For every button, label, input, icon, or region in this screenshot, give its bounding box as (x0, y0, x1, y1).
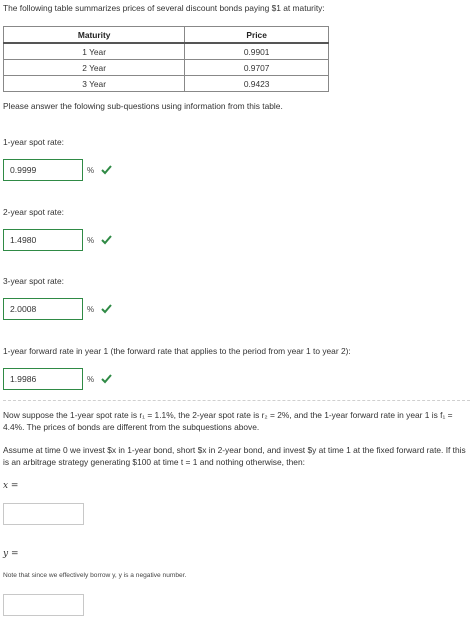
answer-input-1y-spot[interactable]: 0.9999 (3, 159, 83, 181)
question-label-forward-rate: 1-year forward rate in year 1 (the forward rate that applies to the period from year 1 to year 2): (3, 346, 351, 356)
check-icon (101, 165, 112, 175)
y-answer-input[interactable] (3, 594, 84, 616)
table-row (4, 76, 329, 92)
maturity-cell: 3 Year (4, 76, 185, 92)
intro-text: The following table summarizes prices of several discount bonds paying $1 at maturity: (3, 3, 325, 13)
check-icon (101, 304, 112, 314)
table-header-row (4, 27, 329, 44)
unit-label: % (87, 305, 95, 314)
maturity-cell: 2 Year (4, 60, 185, 76)
price-cell: 0.9901 (185, 43, 329, 60)
scenario-paragraph-strategy: Assume at time 0 we invest $x in 1-year bond, short $x in 2-year bond, and invest $y at time 1 at the fixed forward rate. If this is an arbitrage strategy generating $100 at time t = 1 and nothing otherwise, then: (3, 445, 466, 467)
unit-label: % (87, 166, 95, 175)
section-divider (3, 400, 470, 401)
table-row (4, 60, 329, 76)
x-answer-input[interactable] (3, 503, 84, 525)
table-row (4, 43, 329, 60)
y-label: y = (3, 549, 19, 559)
answer-input-forward-rate[interactable]: 1.9986 (3, 368, 83, 390)
unit-label: % (87, 375, 95, 384)
scenario-paragraph-rates: Now suppose the 1-year spot rate is r₁ = 1.1%, the 2-year spot rate is r₂ = 2%, and the 1-year forward rate in year 1 is f₁ = 4.4%. The prices of bonds are different from the subquestions above. (3, 410, 453, 432)
question-label-2y-spot: 2-year spot rate: (3, 207, 64, 217)
column-header-price: Price (185, 27, 329, 44)
unit-label: % (87, 236, 95, 245)
answer-input-2y-spot[interactable]: 1.4980 (3, 229, 83, 251)
answer-input-3y-spot[interactable]: 2.0008 (3, 298, 83, 320)
price-cell: 0.9707 (185, 60, 329, 76)
maturity-cell: 1 Year (4, 43, 185, 60)
price-cell: 0.9423 (185, 76, 329, 92)
check-icon (101, 235, 112, 245)
column-header-maturity: Maturity (4, 27, 185, 44)
check-icon (101, 374, 112, 384)
bond-price-table (3, 26, 329, 92)
instruction-text: Please answer the folowing sub-questions using information from this table. (3, 101, 283, 111)
x-label: x = (3, 481, 19, 491)
question-label-1y-spot: 1-year spot rate: (3, 137, 64, 147)
y-note: Note that since we effectively borrow y, y is a negative number. (3, 572, 187, 579)
question-label-3y-spot: 3-year spot rate: (3, 276, 64, 286)
